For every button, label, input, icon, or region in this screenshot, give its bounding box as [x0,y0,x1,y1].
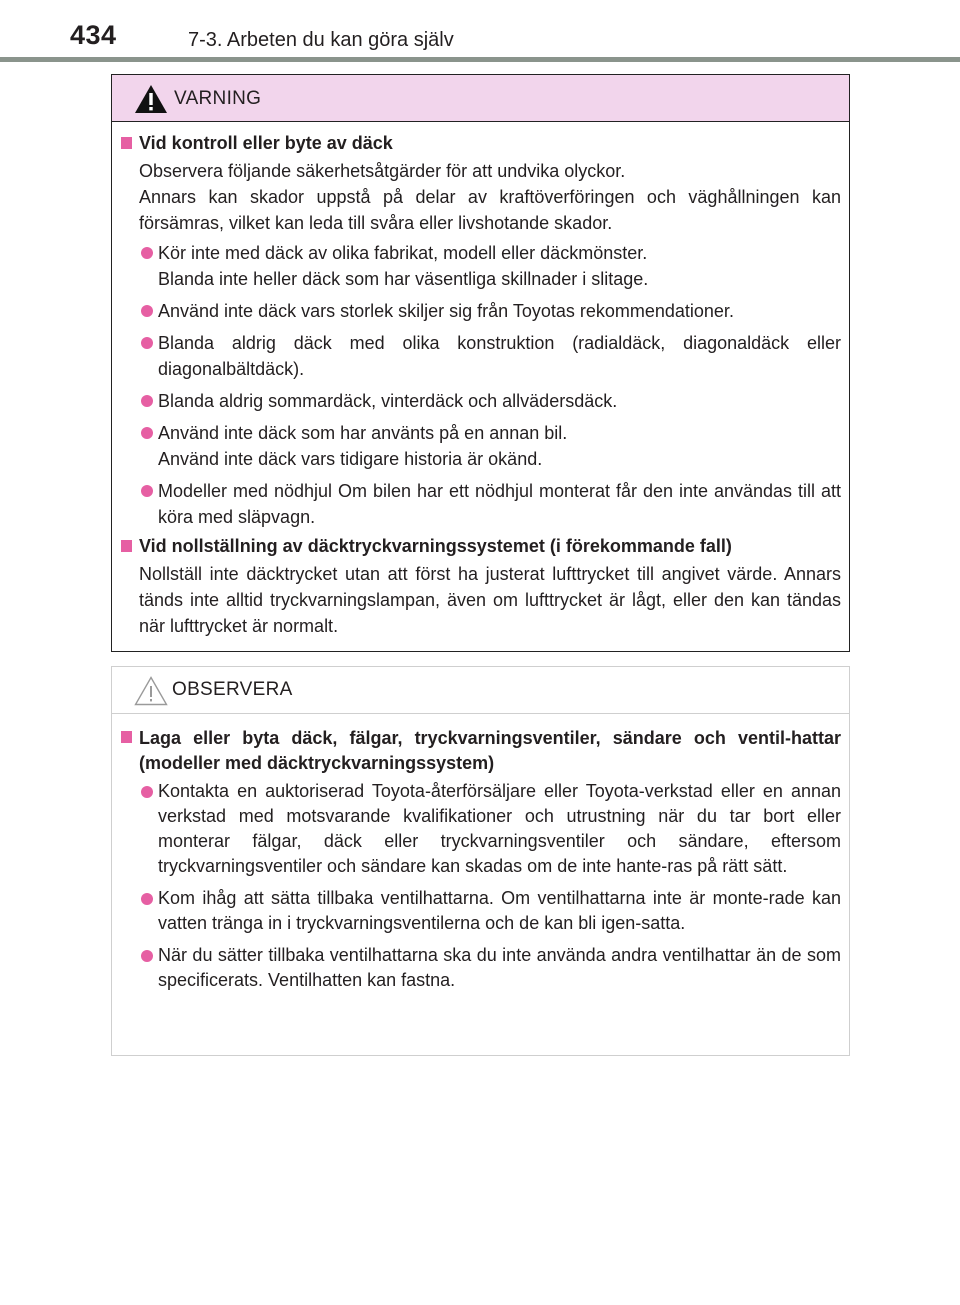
warning-bullet-4 [121,388,841,414]
warning-bullet-6-text: Modeller med nödhjul Om bilen har ett nödhjul monterat får den inte användas till att köra med släpvagn. [158,481,841,527]
round-bullet-icon [141,786,153,798]
caution-bullet-3-text: När du sätter tillbaka ventilhattarna ska du inte använda andra ventilhattar än de som specificerats. Ventilhatten kan fastna. [158,945,841,990]
square-bullet-icon [121,137,132,149]
warning-section2-heading [121,535,841,558]
caution-box-header [112,667,849,714]
warning-section2-heading-text: Vid nollställning av däcktryckvarningssystemet (i förekommande fall) [139,536,732,556]
caution-section1-heading [121,726,841,776]
round-bullet-icon [141,427,153,439]
round-bullet-icon [141,395,153,407]
warning-section1-heading-text: Vid kontroll eller byte av däck [139,133,393,153]
warning-title: VARNING [174,88,262,109]
caution-bullet-2-text: Kom ihåg att sätta tillbaka ventilhattarna. Om ventilhattarna inte är monte-rade kan vatten tränga in i tryckvarningsventilerna och de kan bli igen-satta. [158,888,841,933]
warning-body [112,122,849,639]
caution-section1-heading-text: Laga eller byta däck, fälgar, tryckvarningsventiler, sändare och ventil-hattar (modeller med däcktryckvarningssystem) [139,728,841,773]
warning-intro-line-1: Observera följande säkerhetsåtgärder för att undvika olyckor. [139,161,626,181]
warning-bullet-3 [121,330,841,382]
warning-bullet-2 [121,298,841,324]
warning-bullet-2-text: Använd inte däck vars storlek skiljer sig från Toyotas rekommendationer. [158,301,734,321]
caution-bullet-1 [121,779,841,879]
warning-bullet-1-line-2: Blanda inte heller däck som har väsentliga skillnader i slitage. [158,269,649,289]
warning-bullet-5-line-1: Använd inte däck som har använts på en annan bil. [158,423,568,443]
square-bullet-icon [121,540,132,552]
warning-bullet-3-text: Blanda aldrig däck med olika konstruktion (radialdäck, diagonaldäck eller diagonalbältdäck). [158,333,841,379]
warning-bullet-5 [121,420,841,472]
warning-section1-heading [121,132,841,155]
warning-section2-text: Nollställ inte däcktrycket utan att först ha justerat lufttrycket till angivet värde. Annars tänds inte alltid tryckvarningslampan, även om lufttrycket är lågt, eller den kan tändas när lufttrycket är normalt. [139,564,841,636]
round-bullet-icon [141,247,153,259]
warning-bullet-1-line-1: Kör inte med däck av olika fabrikat, modell eller däckmönster. [158,243,648,263]
round-bullet-icon [141,337,153,349]
round-bullet-icon [141,305,153,317]
warning-box-header [112,75,849,122]
page-number: 434 [70,20,117,50]
warning-bullet-6 [121,478,841,530]
page-header [0,0,960,62]
caution-bullet-2 [121,886,841,936]
caution-title: OBSERVERA [172,679,293,700]
section-title: 7-3. Arbeten du kan göra själv [188,29,454,51]
warning-intro-line-2: Annars kan skador uppstå på delar av kraftöverföringen och väghållningen kan försämras, vilket kan leda till svåra eller livshotande skador. [139,187,841,233]
round-bullet-icon [141,950,153,962]
warning-bullet-4-text: Blanda aldrig sommardäck, vinterdäck och allvädersdäck. [158,391,618,411]
warning-bullet-5-line-2: Använd inte däck vars tidigare historia är okänd. [158,449,543,469]
header-rule [0,57,960,62]
warning-box [111,74,850,652]
caution-box [111,666,850,1056]
caution-body [112,714,849,993]
warning-bullet-1 [121,240,841,292]
caution-bullet-3 [121,943,841,993]
caution-bullet-1-text: Kontakta en auktoriserad Toyota-återförsäljare eller Toyota-verkstad eller en annan verkstad med motsvarande kvalifikationer och utrustning när du tar bort eller monterar fälgar, däck eller tryckvarningsventiler och sändare, eftersom tryckvarningsventiler och sändare kan skadas om de inte hante-ras på rätt sätt. [158,781,841,876]
caution-triangle-icon [134,676,168,706]
square-bullet-icon [121,731,132,743]
warning-section1-intro [121,158,841,236]
round-bullet-icon [141,893,153,905]
warning-triangle-icon [134,84,168,114]
round-bullet-icon [141,485,153,497]
